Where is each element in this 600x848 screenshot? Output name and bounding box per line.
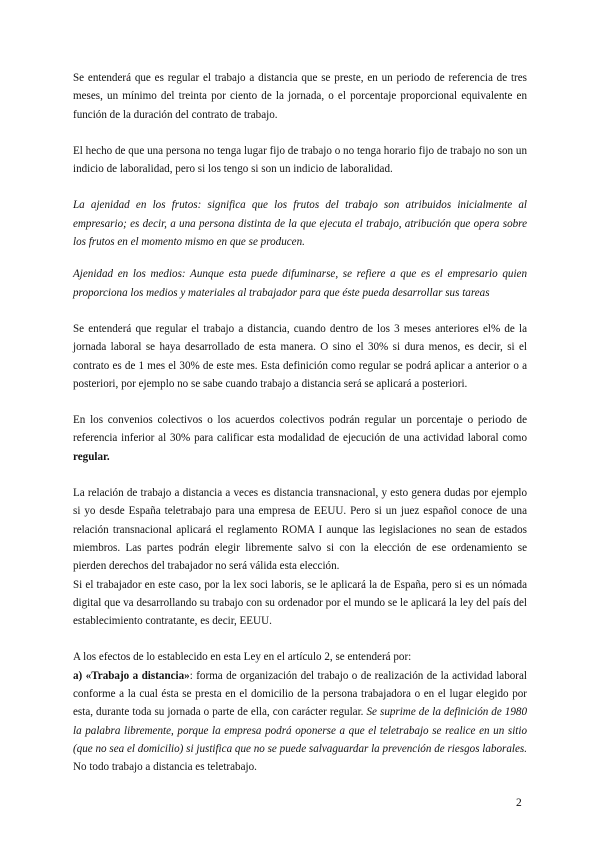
- definition-note: Se suprime de la definición de 1980 la palabra libremente, porque la empresa podrá oponerse a que el teletrabajo se realice en un sitio (que no sea el domicilio) si justifica que no se puede salvaguardar la prevención de riesgos laborales.: [73, 706, 527, 755]
- paragraph-ajenidad-frutos: La ajenidad en los frutos: significa que los frutos del trabajo son atribuidos inicialmente al empresario; es decir, a una persona distinta de la que ejecuta el trabajo, atribución que opera sobre los frutos en el momento mismo en que se producen.: [73, 199, 527, 249]
- definition-term: a) «Trabajo a distancia»: [73, 669, 190, 682]
- page-number: 2: [516, 797, 522, 809]
- definition-text: : forma de organización del trabajo o de realización de la actividad laboral conforme a la cual ésta se presta en el domicilio de la persona trabajadora o en el lugar elegido por esta, durante toda su jornada o parte de ella, con carácter regular.: [73, 669, 527, 719]
- regular-bold: regular.: [73, 450, 110, 463]
- paragraph-lex-soci-laboris: Si el trabajador en este caso, por la lex soci laboris, se le aplicará la de España, pero si es un nómada digital que va desarrollando su trabajo con su ordenador por el mundo se le aplicará la ley del país del establecimiento contratante, es decir, EEUU.: [73, 578, 527, 628]
- definition-closing: No todo trabajo a distancia es teletrabajo.: [73, 761, 257, 774]
- paragraph-ajenidad-medios: Ajenidad en los medios: Aunque esta puede difuminarse, se refiere a que es el empresario quien proporciona los medios y materiales al trabajador para que éste pueda desarrollar sus tareas: [73, 268, 527, 299]
- paragraph-tres-meses: Se entenderá que regular el trabajo a distancia, cuando dentro de los 3 meses anteriores el% de la jornada laboral se haya desarrollado de esta manera. O sino el 30% si dura menos, es decir, si el contrato es de 1 mes el 30% de este mes. Esta definición como regular se podrá aplicar a anterior o a posteriori, por ejemplo no se sabe cuando trabajo a distancia será se aplicará a posteriori.: [73, 322, 527, 390]
- paragraph-transnacional: La relación de trabajo a distancia a veces es distancia transnacional, y esto genera dudas por ejemplo si yo desde España teletrabajo para una empresa de EEUU. Pero si un juez español conoce de una relación transnacional aplicará el reglamento ROMA I aunque las legislaciones no sean de estados miembros. Las partes podrán elegir libremente salvo si con la elección de ese ordenamiento se pierden derechos del trabajador no será válida esta elección.: [73, 487, 527, 573]
- page-body: [73, 69, 527, 777]
- convenios-text: En los convenios colectivos o los acuerdos colectivos podrán regular un porcentaje o periodo de referencia inferior al 30% para calificar esta modalidad de ejecución de una actividad laboral como: [73, 414, 527, 445]
- paragraph-trabajo-a-distancia-definition: [73, 667, 527, 777]
- paragraph-articulo-2-intro: A los efectos de lo establecido en esta Ley en el artículo 2, se entenderá por:: [73, 651, 412, 664]
- paragraph-lugar-fijo: El hecho de que una persona no tenga lugar fijo de trabajo o no tenga horario fijo de trabajo no son un indicio de laboralidad, pero si los tengo si son un indicio de laboralidad.: [73, 144, 527, 176]
- paragraph-regular-definition: Se entenderá que es regular el trabajo a distancia que se preste, en un periodo de referencia de tres meses, un mínimo del treinta por ciento de la jornada, o el porcentaje proporcional equivalente en función de la duración del contrato de trabajo.: [73, 72, 527, 121]
- paragraph-convenios-colectivos: [73, 411, 527, 466]
